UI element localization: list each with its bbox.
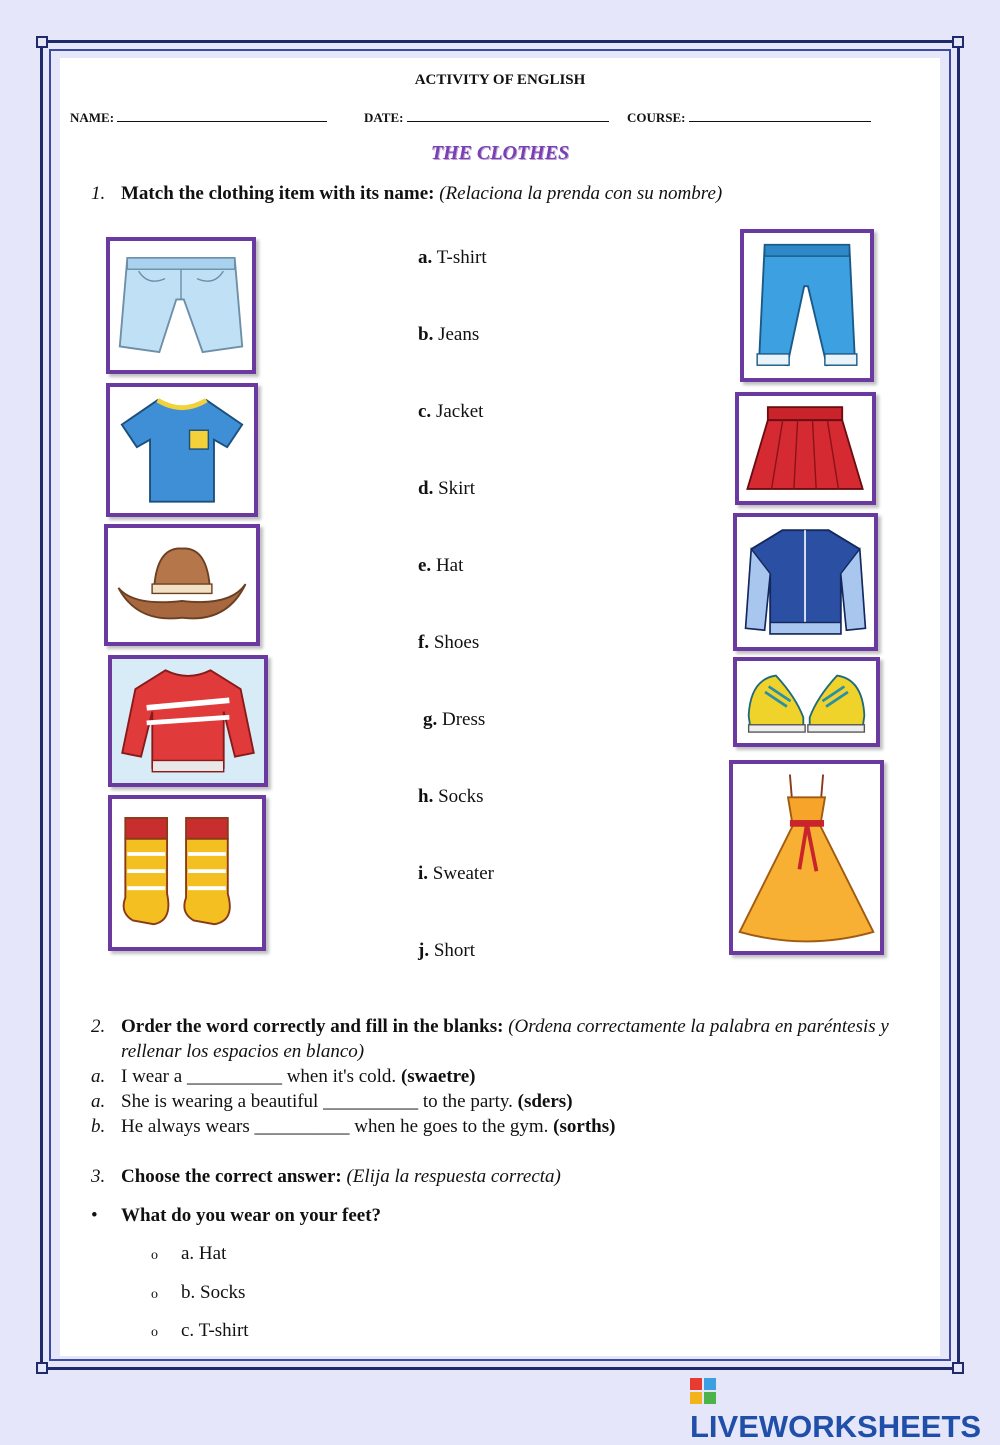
answer-text: c. T-shirt bbox=[181, 1320, 249, 1341]
jacket-picture[interactable] bbox=[733, 513, 878, 651]
question-translation: (Relaciona la prenda con su nombre) bbox=[439, 183, 723, 204]
option-b bbox=[418, 324, 479, 346]
option-text: Jeans bbox=[438, 324, 480, 345]
scrambled-hint: (sorths) bbox=[553, 1116, 616, 1137]
skirt-picture[interactable] bbox=[735, 392, 876, 505]
corner-ornament bbox=[952, 36, 964, 48]
dress-icon bbox=[733, 764, 880, 951]
shorts-picture[interactable] bbox=[106, 237, 256, 374]
answer-blank[interactable]: __________ bbox=[254, 1116, 350, 1137]
question-2 bbox=[91, 1016, 941, 1038]
question-text: Choose the correct answer: bbox=[121, 1166, 342, 1187]
option-d bbox=[418, 478, 475, 500]
shoes-icon bbox=[737, 661, 876, 743]
question-text: Match the clothing item with its name: bbox=[121, 183, 435, 204]
shorts-icon bbox=[110, 241, 252, 370]
item-text: when it's cold. bbox=[286, 1066, 397, 1087]
item-text: She is wearing a beautiful bbox=[121, 1091, 319, 1112]
sweater-picture[interactable] bbox=[108, 655, 268, 787]
option-letter: g. bbox=[423, 709, 438, 730]
option-text: Shoes bbox=[433, 632, 480, 653]
item-letter: b. bbox=[91, 1116, 106, 1137]
answer-choice-b[interactable] bbox=[151, 1282, 245, 1304]
question-number: 2. bbox=[91, 1016, 106, 1037]
option-letter: d. bbox=[418, 478, 434, 499]
corner-ornament bbox=[36, 36, 48, 48]
skirt-icon bbox=[739, 396, 872, 501]
item-letter: a. bbox=[91, 1091, 106, 1112]
sub-question-text: What do you wear on your feet? bbox=[121, 1205, 382, 1226]
question-text: Order the word correctly and fill in the blanks: bbox=[121, 1016, 504, 1037]
name-blank[interactable] bbox=[117, 109, 327, 122]
fill-item-1 bbox=[91, 1066, 476, 1088]
option-text: Jacket bbox=[435, 401, 484, 422]
worksheet-subtitle: THE CLOTHES bbox=[430, 142, 570, 164]
sweater-icon bbox=[112, 659, 264, 783]
item-letter: a. bbox=[91, 1066, 106, 1087]
option-j bbox=[418, 940, 475, 962]
course-label: COURSE: bbox=[627, 110, 686, 125]
date-field[interactable] bbox=[364, 109, 609, 126]
question-number: 3. bbox=[91, 1166, 106, 1187]
hat-picture[interactable] bbox=[104, 524, 260, 646]
answer-choice-a[interactable] bbox=[151, 1243, 226, 1265]
option-e bbox=[418, 555, 463, 577]
option-i bbox=[418, 863, 494, 885]
course-blank[interactable] bbox=[689, 109, 871, 122]
item-text: He always wears bbox=[121, 1116, 250, 1137]
question-translation: rellenar los espacios en blanco) bbox=[121, 1041, 365, 1062]
circle-bullet-icon: o bbox=[151, 1287, 158, 1302]
question-number: 1. bbox=[91, 183, 106, 204]
answer-blank[interactable]: __________ bbox=[323, 1091, 419, 1112]
shoes-picture[interactable] bbox=[733, 657, 880, 747]
option-letter: e. bbox=[418, 555, 432, 576]
sub-question bbox=[91, 1205, 381, 1227]
option-text: Sweater bbox=[432, 863, 494, 884]
bullet-icon: • bbox=[91, 1205, 98, 1226]
option-text: Hat bbox=[435, 555, 464, 576]
answer-text: b. Socks bbox=[181, 1282, 246, 1303]
name-label: NAME: bbox=[70, 110, 115, 125]
liveworksheets-logo-icon bbox=[690, 1376, 716, 1402]
dress-picture[interactable] bbox=[729, 760, 884, 955]
option-h bbox=[418, 786, 483, 808]
question-1 bbox=[91, 183, 722, 205]
date-blank[interactable] bbox=[407, 109, 609, 122]
jeans-picture[interactable] bbox=[740, 229, 874, 382]
liveworksheets-logo[interactable] bbox=[690, 1373, 1000, 1445]
fill-item-3 bbox=[91, 1116, 615, 1138]
tshirt-icon bbox=[110, 387, 254, 513]
answer-text: a. Hat bbox=[181, 1243, 227, 1264]
name-field[interactable] bbox=[70, 109, 327, 126]
option-letter: b. bbox=[418, 324, 434, 345]
option-c bbox=[418, 401, 483, 423]
socks-picture[interactable] bbox=[108, 795, 266, 951]
option-text: Short bbox=[433, 940, 476, 961]
scrambled-hint: (sders) bbox=[517, 1091, 573, 1112]
jeans-icon bbox=[744, 233, 870, 378]
option-letter: i. bbox=[418, 863, 429, 884]
socks-icon bbox=[112, 799, 262, 947]
option-letter: c. bbox=[418, 401, 432, 422]
corner-ornament bbox=[36, 1362, 48, 1374]
option-a bbox=[418, 247, 487, 269]
worksheet-title: ACTIVITY OF ENGLISH bbox=[414, 72, 586, 88]
option-letter: f. bbox=[418, 632, 430, 653]
option-text: Dress bbox=[442, 709, 486, 730]
answer-choice-c[interactable] bbox=[151, 1320, 249, 1342]
option-letter: h. bbox=[418, 786, 434, 807]
item-text: to the party. bbox=[422, 1091, 513, 1112]
option-g bbox=[423, 709, 485, 731]
option-letter: j. bbox=[418, 940, 430, 961]
option-text: Socks bbox=[438, 786, 484, 807]
circle-bullet-icon: o bbox=[151, 1325, 158, 1340]
item-text: when he goes to the gym. bbox=[354, 1116, 549, 1137]
option-letter: a. bbox=[418, 247, 433, 268]
question-2-translation-cont bbox=[121, 1041, 364, 1063]
circle-bullet-icon: o bbox=[151, 1248, 158, 1263]
hat-icon bbox=[108, 528, 256, 642]
question-3 bbox=[91, 1166, 561, 1188]
question-translation: (Elija la respuesta correcta) bbox=[346, 1166, 561, 1187]
course-field[interactable] bbox=[627, 109, 871, 126]
fill-item-2 bbox=[91, 1091, 573, 1113]
liveworksheets-logo-text: LIVEWORKSHEETS bbox=[690, 1409, 982, 1444]
option-text: T-shirt bbox=[436, 247, 487, 268]
item-text: I wear a bbox=[121, 1066, 183, 1087]
option-text: Skirt bbox=[438, 478, 476, 499]
scrambled-hint: (swaetre) bbox=[400, 1066, 476, 1087]
question-translation: (Ordena correctamente la palabra en paréntesis y bbox=[508, 1016, 889, 1037]
tshirt-picture[interactable] bbox=[106, 383, 258, 517]
answer-blank[interactable]: __________ bbox=[186, 1066, 282, 1087]
jacket-icon bbox=[737, 517, 874, 647]
option-f bbox=[418, 632, 479, 654]
date-label: DATE: bbox=[364, 110, 404, 125]
